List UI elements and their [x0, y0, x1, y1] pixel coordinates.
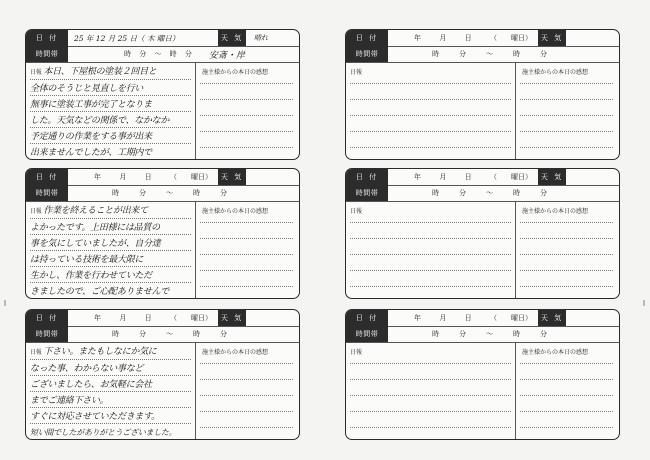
minute-unit: 分 — [220, 189, 227, 197]
staff-signature: 安斎・岸 — [208, 50, 245, 61]
client-impression-label: 施主様からの本日の感想 — [522, 208, 589, 215]
weather-label: 天 気 — [538, 310, 566, 326]
report-line: 本日、下屋根の塗装２回目と — [43, 67, 157, 77]
weather-value[interactable] — [246, 310, 299, 326]
sheet-body — [26, 201, 299, 298]
day-unit: 日 — [464, 173, 472, 181]
minute-unit: 分 — [459, 50, 466, 58]
client-impression-label: 施主様からの本日の感想 — [202, 349, 269, 356]
time-value[interactable] — [388, 185, 619, 201]
month-unit: 月 — [439, 34, 447, 42]
year-unit: 年 — [94, 314, 101, 322]
client-impression-area[interactable] — [516, 342, 619, 439]
client-impression-label: 施主様からの本日の感想 — [522, 349, 589, 356]
client-impression-label: 施主様からの本日の感想 — [202, 208, 269, 215]
date-value[interactable] — [68, 169, 218, 185]
tilde: ～ — [166, 189, 173, 197]
client-impression-area[interactable] — [196, 342, 299, 439]
minute-unit: 分 — [220, 330, 227, 338]
report-line: なった事、わからない事など — [30, 364, 144, 374]
hour-unit: 時 — [513, 189, 520, 197]
daily-report-label: 日報 — [30, 349, 42, 356]
time-value[interactable] — [68, 326, 299, 342]
weather-value[interactable]: 晴れ — [254, 34, 268, 42]
day-unit: 日 — [144, 173, 152, 181]
hour-unit: 時 — [513, 50, 520, 58]
time-row — [346, 326, 619, 343]
daily-report-label: 日報 — [350, 349, 363, 356]
hour-unit: 時 — [112, 330, 119, 338]
hour-unit: 時 — [432, 189, 439, 197]
year-unit: 年 — [94, 173, 101, 181]
hour-unit: 時 — [112, 189, 119, 197]
diary-sheet-2 — [25, 168, 300, 299]
date-row — [346, 169, 619, 186]
day-unit: 日 — [144, 314, 152, 322]
date-row — [26, 310, 299, 327]
time-row — [26, 185, 299, 202]
time-value[interactable] — [68, 185, 299, 201]
time-row — [346, 185, 619, 202]
time-slot-label: 時間帯 — [346, 326, 388, 342]
binder-mark — [643, 300, 645, 306]
client-impression-area[interactable] — [516, 62, 619, 159]
report-line: した。天気などの関係で、なかなか — [30, 116, 170, 126]
time-slot-label: 時間帯 — [26, 326, 68, 342]
daily-report-area[interactable] — [346, 342, 516, 439]
diary-sheet-6 — [345, 309, 620, 440]
year-unit: 年 — [414, 173, 421, 181]
weather-value[interactable] — [566, 30, 619, 46]
minute-unit: 分 — [540, 189, 547, 197]
daily-report-area[interactable] — [346, 62, 516, 159]
date-value[interactable]: 25 年 12 月 25 日（ 木 曜日） — [74, 33, 180, 43]
binder-mark — [4, 300, 6, 306]
weekday-unit: （ 曜日） — [169, 314, 212, 322]
weekday-unit: （ 曜日） — [489, 314, 532, 322]
report-line: 無事に塗装工事が完了となりま — [30, 100, 152, 110]
sheet-body — [346, 342, 619, 439]
month-unit: 月 — [439, 314, 447, 322]
client-impression-area[interactable] — [196, 201, 299, 298]
time-value[interactable] — [68, 46, 299, 62]
month-unit: 月 — [119, 314, 127, 322]
daily-report-label: 日報 — [350, 69, 363, 76]
time-text: 時 分 ～ 時 分 — [124, 50, 195, 58]
weekday-unit: （ 曜日） — [489, 173, 532, 181]
time-slot-label: 時間帯 — [346, 185, 388, 201]
weekday-unit: （ 曜日） — [489, 34, 532, 42]
sheet-body — [346, 201, 619, 298]
client-impression-area[interactable] — [516, 201, 619, 298]
report-line: すぐに対応させていただきます。 — [30, 412, 160, 422]
daily-report-label: 日報 — [30, 208, 42, 215]
date-label: 日 付 — [26, 310, 68, 326]
weather-label: 天 気 — [538, 169, 566, 185]
report-line: までご連絡下さい。 — [30, 396, 109, 406]
weather-value[interactable] — [566, 310, 619, 326]
sheet-body — [346, 62, 619, 159]
daily-report-area[interactable] — [346, 201, 516, 298]
sheet-body — [26, 62, 299, 159]
report-line: 全体のそうじと見直しを行い — [30, 84, 144, 94]
minute-unit: 分 — [139, 189, 146, 197]
client-impression-label: 施主様からの本日の感想 — [522, 69, 589, 76]
date-value[interactable] — [388, 310, 538, 326]
minute-unit: 分 — [139, 330, 146, 338]
daily-report-area[interactable] — [26, 201, 196, 298]
report-line: 下さい。またもしなにか気に — [43, 347, 157, 357]
tilde: ～ — [166, 330, 173, 338]
time-value[interactable] — [388, 326, 619, 342]
day-unit: 日 — [464, 314, 472, 322]
tilde: ～ — [486, 330, 493, 338]
hour-unit: 時 — [432, 50, 439, 58]
year-unit: 年 — [414, 34, 421, 42]
minute-unit: 分 — [459, 189, 466, 197]
weather-value[interactable] — [566, 169, 619, 185]
report-line: 生かし、作業を行わせていただ — [30, 271, 152, 281]
time-slot-label: 時間帯 — [26, 46, 68, 62]
date-value[interactable] — [388, 30, 538, 46]
report-line: 予定通りの作業をする事が出来 — [30, 132, 152, 142]
diary-sheet-1 — [25, 29, 300, 160]
hour-unit: 時 — [432, 330, 439, 338]
month-unit: 月 — [439, 173, 447, 181]
date-label: 日 付 — [26, 169, 68, 185]
date-label: 日 付 — [346, 310, 388, 326]
minute-unit: 分 — [459, 330, 466, 338]
month-unit: 月 — [119, 173, 127, 181]
weekday-unit: （ 曜日） — [169, 173, 212, 181]
time-row — [26, 46, 299, 63]
time-slot-label: 時間帯 — [346, 46, 388, 62]
year-unit: 年 — [414, 314, 421, 322]
date-label: 日 付 — [26, 30, 68, 46]
report-line: 作業を終えることが出来て — [43, 206, 148, 216]
weather-label: 天 気 — [218, 30, 246, 46]
minute-unit: 分 — [540, 50, 547, 58]
date-value[interactable] — [68, 310, 218, 326]
sheet-body — [26, 342, 299, 439]
hour-unit: 時 — [193, 189, 200, 197]
date-row — [26, 30, 299, 47]
diary-sheet-5 — [345, 168, 620, 299]
report-line: ございましたら、お気軽に会社 — [30, 380, 152, 390]
weather-label: 天 気 — [218, 169, 246, 185]
hour-unit: 時 — [513, 330, 520, 338]
report-line: 事を気にしていましたが、自分達 — [30, 239, 161, 249]
daily-report-label: 日報 — [30, 69, 42, 76]
date-label: 日 付 — [346, 169, 388, 185]
report-line: 出来ませんでしたが、工期内で — [30, 148, 152, 158]
daily-report-area[interactable] — [26, 342, 196, 439]
report-line: よかったです。上田様には品質の — [30, 223, 160, 233]
date-row — [346, 310, 619, 327]
diary-sheet-3 — [25, 309, 300, 440]
daily-report-label: 日報 — [350, 208, 363, 215]
weather-label: 天 気 — [218, 310, 246, 326]
weather-value[interactable] — [246, 169, 299, 185]
tilde: ～ — [486, 189, 493, 197]
tilde: ～ — [486, 50, 493, 58]
day-unit: 日 — [464, 34, 472, 42]
date-label: 日 付 — [346, 30, 388, 46]
date-row — [26, 169, 299, 186]
minute-unit: 分 — [540, 330, 547, 338]
report-line: きましたので、ご心配ありませんで — [30, 287, 170, 297]
hour-unit: 時 — [193, 330, 200, 338]
report-line: 短い間でしたがありがとうございました。 — [30, 428, 177, 437]
time-value[interactable] — [388, 46, 619, 62]
report-line: は持っている技術を最大限に — [30, 255, 144, 265]
client-impression-label: 施主様からの本日の感想 — [202, 69, 269, 76]
date-row — [346, 30, 619, 47]
date-value[interactable] — [388, 169, 538, 185]
diary-sheet-4 — [345, 29, 620, 160]
daily-report-area[interactable] — [26, 62, 196, 159]
weather-label: 天 気 — [538, 30, 566, 46]
time-row — [346, 46, 619, 63]
client-impression-area[interactable] — [196, 62, 299, 159]
time-slot-label: 時間帯 — [26, 185, 68, 201]
time-row — [26, 326, 299, 343]
